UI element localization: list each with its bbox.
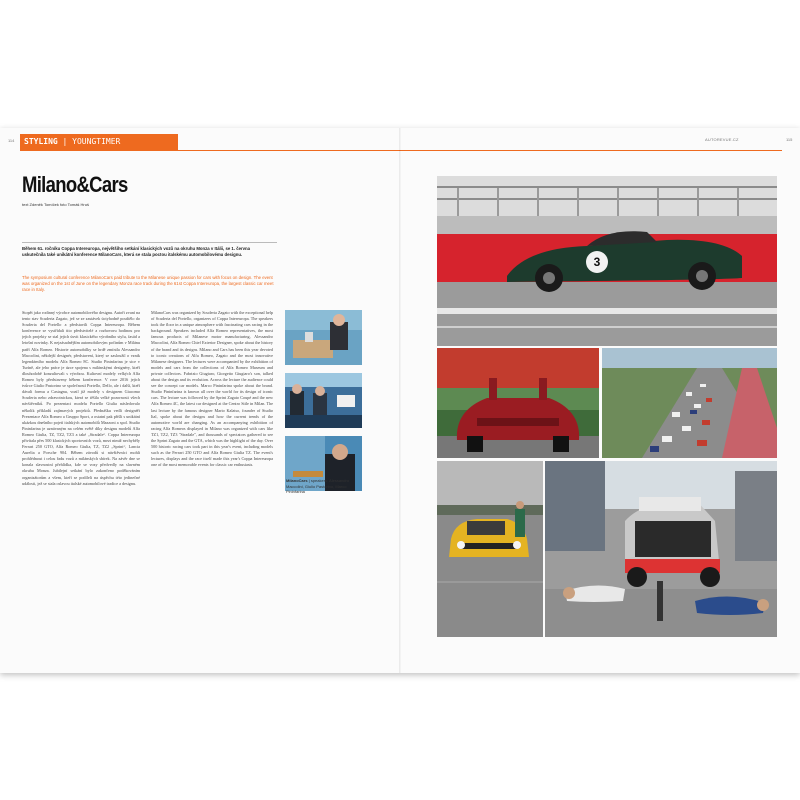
right-page-number: 115 <box>786 137 793 142</box>
article-credit: text Zdeněk Tomíček foto Tomáš Hruš <box>22 202 89 207</box>
yellow-car-photo <box>437 461 543 637</box>
header-rule <box>20 150 782 151</box>
lead-divider <box>22 242 277 243</box>
body-column-2 <box>151 310 273 635</box>
body-text-english: MilanoCars was organized by Scuderia Zagato with the exceptional help of Scuderia del Portello, organizers of Coppa Intereuropa. The speakers took the floor in a unique atmosphere with fascinating cars racing in the background. Speakers included Alfa Romeo representatives, the most famous products of Milanese motor manufacturing, Alessandro Maccolini, Alfa Romeo Chief Exterior Designer, spoke about the history of the brand and its designs. Milano and Cars has been this year devoted to iconic creations of Alfa Romeo, Zagato and the most innovative Milanese designers. The lectures were accompanied by the exhibition of models and cars from the collections of Alfa Romeo Museum and private collectors. Fabrizio Giugiaro, Giorgetto Giugiaro's son, talked about the design and its evolution. Across the lecture the audience could see the concept car models. Marco Pininfarina spoke about the brand. Studio Pininfarina is known all over the world for its design of iconic cars. The lecture was followed by the Sprint Zagato Coupé and the new Alfa Romeo 4C, the latest car designed at the Centro Stile in Milan. The last lecture by the famous designer Mario Kalatso, founder of Studio Ital, spoke about the designs and how the current trends of the automotive world are changing. As an accompanying exhibition of racing Alfa Romeos displayed in Milano was organized with cars like TZ1, TZ2, TZ3 "Stradale", and thousands of spectators gathered to see the Sprint Zagato and the GTA, which was the highlight of the day. Over 500 historic racing cars took part in this year's event, including models such as the Ferrari 250 GTO and Alfa Romeo Giulia TZ. The event's lectures, displays and the race itself made this year's Coppa Intereuropa one of the most memorable events for classic car enthusiasts. <box>151 310 273 468</box>
car-number: 3 <box>593 255 601 269</box>
conference-photo-2 <box>285 373 362 428</box>
mechanics-photo <box>545 461 777 637</box>
body-text-czech: Stopět jako rodinný výrobce automobilového designu. Autoři zvaní na tento stav Scuderia Zagato, jež se ze zastávek úctyhodně pouštělo do Scuderia del Portello a představili Coppa Intereuropa. Během konference se vystřídali tito předstvitelé a rozhovoru hodinou pro jejich projekty se stal jejich úsvit klasického výrobního stylu, fasád a letošní novinky. K nejzásadnějším automobilovým počinům v Milánu patří Alfa Romeo. Historie automobilky se hrdě zmínila Alessandro Maccolini, někdejší designér, představení, který se zasloužil o vznik legendárního modelu Alfa Romeo 8C. Studio Pininfarina je sice v Turíně, ale jeho práce je úzce spojena s milánskými designéry, kteří dlouhodobě konzultovali s výrobou. Kultovní modely velkých Alfa Romeo byly představeny během konference. V roce 2016 jejich tvůrce Giulio Pastorino se společností Portello, Dello, ale i další, kteří dávali formu a Castagnu, vozil již modely s designem Giacomo Scuderia nebo zdravotnickou, která se těšila velké pozornosti všech návštěvníků. Po prezentaci modelu Portello Giulia následovalo několik příkladů zajímavých projektů. Přednášku vedli designéři Prezentace Alfa Romeo a Gruppo Sport, a ostatní pak přišli s unikátní ukázkou dnešního pojetí italských automobilů Mazzoni a spol. Studio Pininfarina je uznávaným na celém světě díky designu modelů Alfa Romeo Giulia, TZ, TZ2, TZ3 a také „Stradale“. Coppa Intereuropa přivítala přes 500 klasických sportovních vozů, mezi nimiž nechyběly Ferrari 250 GTO, Alfa Romeo Giulia, TZ, TZ2 „Sprint“, Lancia Aurelia a Porsche 904. Během závodů si návštěvníci mohli prohlédnout i celou řadu vozů z milánských sbírek. Na závěr dne se konala slavnostní přehlídka, kde se vozy předvedly na slavném okruhu Monza. Jubilejní setkání bylo zakončeno poděkováním organizátorům a všem, kteří se podíleli na úspěchu této jedinečné události, jež se stala oslavou italské automobilové tradice a designu. <box>22 310 140 486</box>
caption-title: MilanoCars <box>286 478 308 483</box>
left-page-number: 114 <box>8 138 15 143</box>
section-separator: | <box>57 137 73 146</box>
photo-caption <box>286 478 366 495</box>
lead-paragraph-english: The symposium cultural conference MilanoCars paid tribute to the Milanese unique passion for cars with focus on design. The event was organized on the 1st of June on the legendary Monza race track during the 61st Coppa Intereuropa, the largest classic car meet race in Italy. <box>22 275 274 292</box>
running-head: AUTOREVUE.CZ <box>705 137 739 142</box>
page-spine <box>399 128 401 673</box>
article-title: Milano&Cars <box>22 172 128 197</box>
lead-paragraph-czech: Během 61. ročníku Coppa Intereuropa, největšího setkání klasických vozů na okruhu Monza v Itálii, se 1. června uskutečnila také unikátní konference MilanoCars, která se stala poctou italskému automobilovému designu. <box>22 246 251 257</box>
red-car-photo <box>437 348 599 458</box>
section-label: STYLING <box>24 137 58 146</box>
race-car-photo <box>437 176 777 346</box>
magazine-spread <box>0 128 800 673</box>
paddock-photo <box>602 348 777 458</box>
body-column-1 <box>22 310 140 635</box>
subsection-label: YOUNGTIMER <box>72 137 121 146</box>
conference-photo-1 <box>285 310 362 365</box>
section-header-bar <box>20 134 178 150</box>
caption-text: | speakers: Alessandro Maccolini, Giulio Pastorino, Marco Pininfarina <box>286 478 350 494</box>
